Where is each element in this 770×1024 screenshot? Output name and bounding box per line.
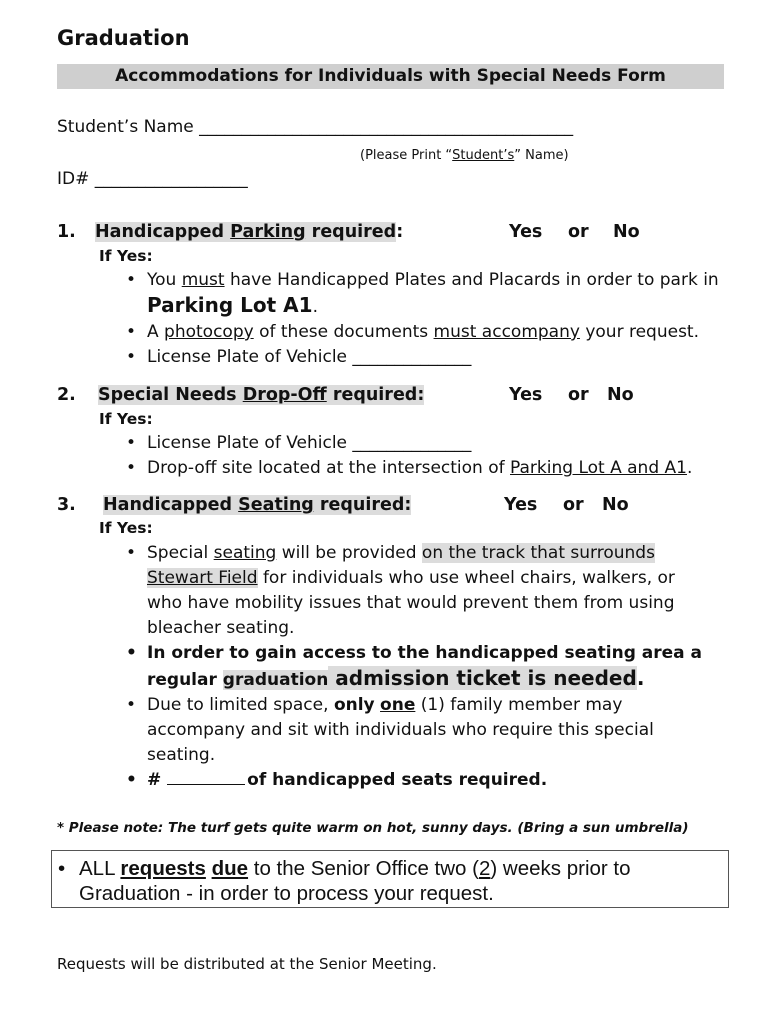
no-option[interactable]: No [607,385,634,405]
or-text: or [563,495,584,515]
question-1-label: Handicapped Parking required: [95,222,404,242]
student-name-field[interactable] [57,117,573,137]
yes-option[interactable]: Yes [509,385,543,405]
id-field[interactable] [57,169,248,189]
question-number: 1. [57,222,76,242]
list-item: • You must have Handicapped Plates and Placards in order to park in Parking Lot A1. [122,268,732,320]
question-2-label: Special Needs Drop-Off required: [98,385,425,405]
question-number: 2. [57,385,76,405]
id-label: ID# [57,169,90,189]
form-title-banner: Accommodations for Individuals with Special Needs Form [57,64,724,89]
deadline-notice-box [51,850,729,908]
list-item: • In order to gain access to the handicapped seating area a regular graduation admission ticket is needed. [122,641,712,693]
list-item[interactable]: • License Plate of Vehicle ______________ [122,345,732,370]
list-item[interactable]: • License Plate of Vehicle ______________ [122,431,732,456]
page-title: Graduation [57,26,190,50]
yes-option[interactable]: Yes [509,222,543,242]
student-name-label: Student’s Name [57,117,194,137]
or-text: or [568,222,589,242]
list-item: • Drop-off site located at the intersection of Parking Lot A and A1. [122,456,732,481]
question-2 [0,385,770,411]
no-option[interactable]: No [613,222,640,242]
question-1-bullets [122,268,732,370]
seats-count-blank[interactable] [167,770,245,785]
question-3 [0,495,770,521]
list-item: • Due to limited space, only one (1) family member may accompany and sit with individuals who require this special seating. [122,693,712,768]
id-blank[interactable]: __________________ [94,169,248,189]
list-item: • Special seating will be provided on the track that surrounds Stewart Field for individuals who use wheel chairs, walkers, or who have mobility issues that would prevent them from using bleacher seating. [122,541,712,641]
if-yes-label: If Yes: [99,519,153,537]
no-option[interactable]: No [602,495,629,515]
or-text: or [568,385,589,405]
question-1 [0,222,770,248]
yes-option[interactable]: Yes [504,495,538,515]
print-name-hint: (Please Print “Student’s” Name) [360,148,569,163]
list-item[interactable]: • # of handicapped seats required. [122,768,712,793]
list-item: • A photocopy of these documents must accompany your request. [122,320,732,345]
footnote: * Please note: The turf gets quite warm on hot, sunny days. (Bring a sun umbrella) [57,820,689,836]
closing-note: Requests will be distributed at the Senior Meeting. [57,955,437,973]
bullet-icon: • [58,857,66,880]
question-2-bullets [122,431,732,481]
question-3-label: Handicapped Seating required: [103,495,412,515]
deadline-notice-text: ALL requests due to the Senior Office two (2) weeks prior to Graduation - in order to process your request. [79,857,631,905]
student-name-blank[interactable]: ____________________________________________ [199,117,574,137]
if-yes-label: If Yes: [99,410,153,428]
question-number: 3. [57,495,76,515]
if-yes-label: If Yes: [99,247,153,265]
question-3-bullets [122,541,712,793]
